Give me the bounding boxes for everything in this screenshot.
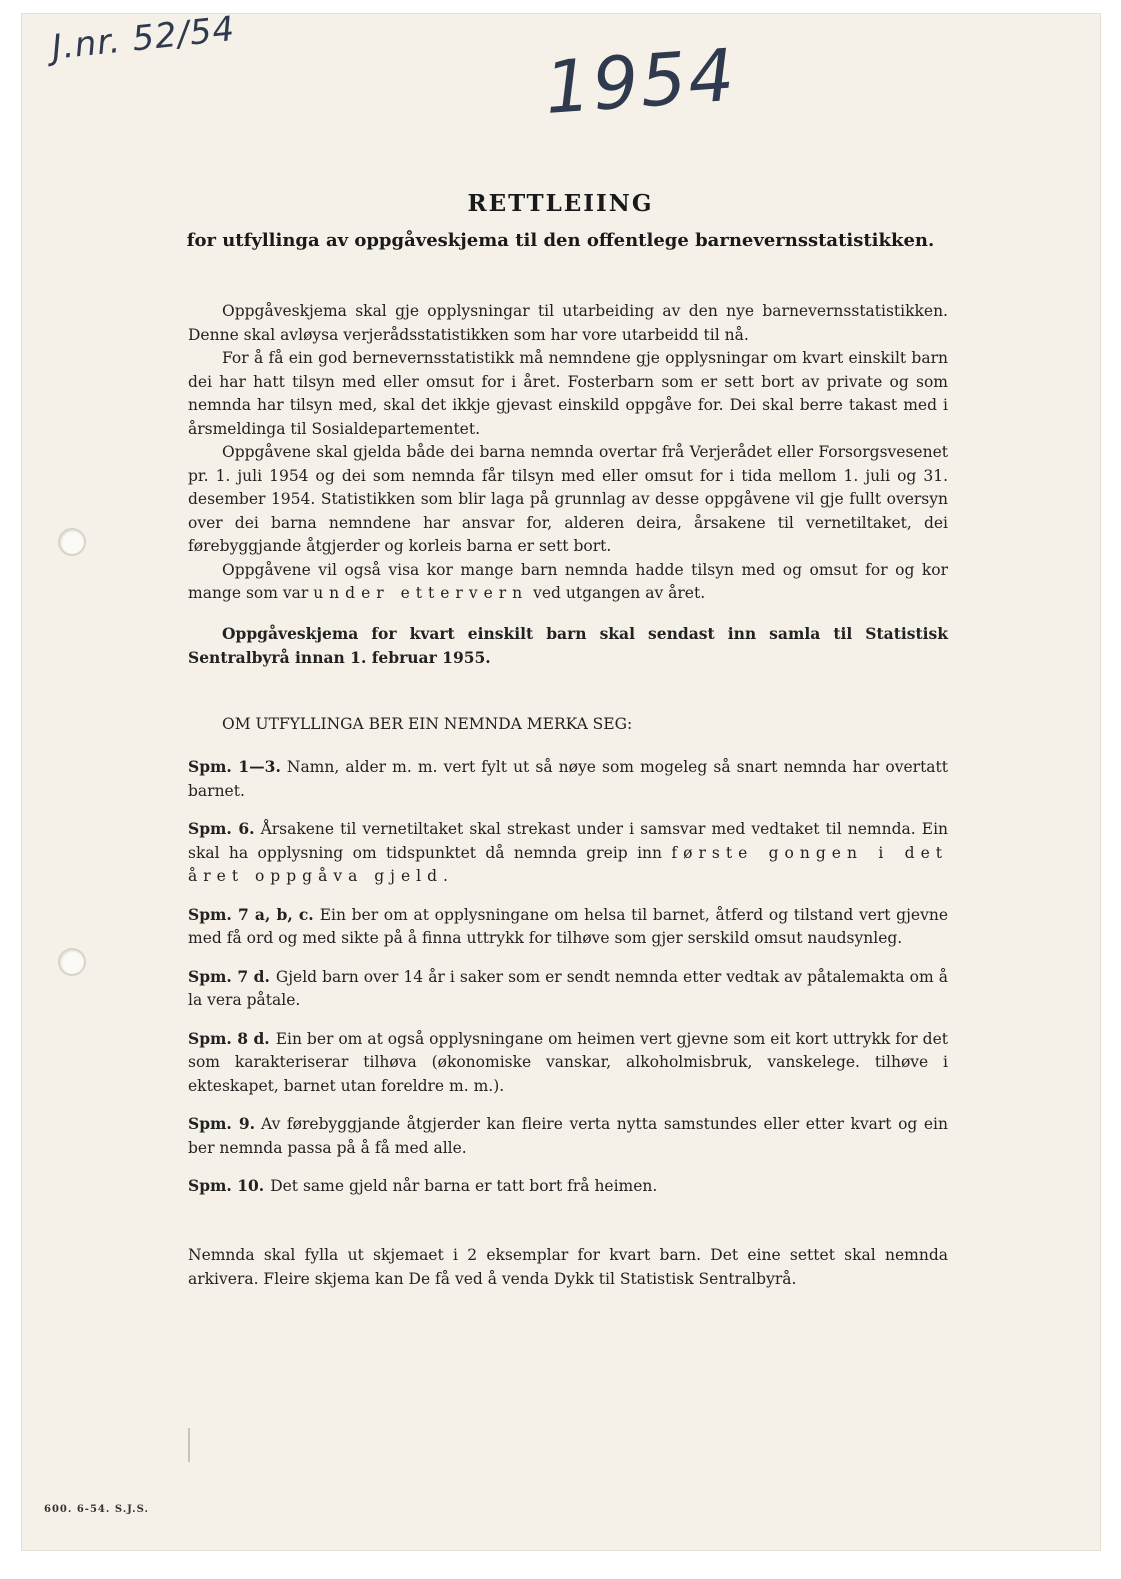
intro-section — [188, 300, 948, 606]
intro-paragraph: Oppgåvene skal gjelda både dei barna nemnda overtar frå Verjerådet eller Forsorgsvesenet pr. 1. juli 1954 og dei som nemnda får tilsyn med eller omsut for i tida mellom 1. juli og 31. desember 1954. Statistikken som blir laga på grunnlag av desse oppgåvene vil gje fullt oversyn over dei barna nemndene har ansvar for, alderen deira, årsakene til vernetiltaket, dei førebyggjande åtgjerder og korleis barna er sett bort. — [188, 443, 948, 555]
print-code: 600. 6-54. S.J.S. — [44, 1504, 149, 1515]
question-item — [188, 1027, 948, 1099]
question-item — [188, 903, 948, 951]
question-text: Årsakene til vernetiltaket skal strekast under i samsvar med vedtaket til nemnda. Ein skal ha opplysning om tidspunktet då nemnda greip inn — [188, 820, 949, 862]
question-text: Det same gjeld når barna er tatt bort frå heimen. — [270, 1177, 658, 1195]
intro-last-before: Oppgåvene vil også visa kor mange barn nemnda hadde tilsyn med og omsut for og kor mange som var — [188, 560, 948, 602]
question-list — [188, 755, 948, 1213]
punch-hole-icon — [58, 948, 86, 976]
question-text: Ein ber om at også opplysningane om heimen vert gjevne som eit kort uttrykk for det som karakteriserar tilhøva (økonomiske vanskar, alkoholmisbruk, vanskelege. tilhøve i ekteskapet, barnet utan foreldre m. m.). — [188, 1029, 948, 1095]
document-title: RETTLEIING — [467, 190, 654, 217]
pencil-mark — [188, 1428, 190, 1462]
deadline-notice — [188, 622, 948, 669]
question-text: Gjeld barn over 14 år i saker som er sendt nemnda etter vedtak av påtalemakta om å la vera påtale. — [188, 967, 948, 1009]
intro-paragraph — [188, 559, 948, 606]
handwritten-reference-number: J.nr. 52/54 — [49, 8, 237, 68]
closing-paragraph: Nemnda skal fylla ut skjemaet i 2 eksemplar for kvart barn. Det eine settet skal nemnda arkivera. Fleire skjema kan De få ved å venda Dykk til Statistisk Sentralbyrå. — [188, 1246, 948, 1288]
question-text: Ein ber om at opplysningane om helsa til barnet, åtferd og tilstand vert gjevne med få ord og med sikte på å finna uttrykk for tilhøve som gjer serskild omsut naudsynleg. — [188, 905, 948, 947]
question-label: Spm. 8 d. — [188, 1028, 270, 1048]
question-item — [188, 755, 948, 803]
section-heading: OM UTFYLLINGA BER EIN NEMNDA MERKA SEG: — [222, 715, 633, 733]
handwritten-year: 1954 — [542, 32, 739, 130]
question-item — [188, 965, 948, 1013]
document-subtitle: for utfyllinga av oppgåveskjema til den offentlege barnevernsstatistikken. — [186, 230, 935, 251]
intro-paragraph: For å få ein god bernevernsstatistikk må nemndene gje opplysningar om kvart einskilt barn dei har hatt tilsyn med eller omsut for i året. Fosterbarn som er sett bort av private og som nemnda har tilsyn med, skal det ikkje gjevast einskild oppgåve for. Dei skal berre takast med i årsmeldinga til Sosialdepartementet. — [188, 349, 948, 438]
question-item — [188, 1112, 948, 1160]
question-label: Spm. 1—3. — [188, 757, 281, 776]
question-label: Spm. 6. — [188, 819, 255, 838]
intro-last-after: ved utgangen av året. — [533, 584, 706, 602]
spaced-emphasis: under ettervern — [313, 584, 529, 602]
question-text: Av førebyggjande åtgjerder kan fleire verta nytta samstundes eller etter kvart og ein ber nemnda passa på å få med alle. — [188, 1115, 949, 1157]
spaced-emphasis: første gongen i det året oppgåva gjeld — [188, 843, 948, 885]
question-item — [188, 1174, 948, 1199]
question-item — [188, 817, 948, 889]
deadline-notice-text: Oppgåveskjema for kvart einskilt barn skal sendast inn samla til Statistisk Sentralbyrå innan 1. februar 1955. — [188, 624, 948, 667]
question-text-end: . — [443, 867, 448, 885]
punch-hole-icon — [58, 528, 86, 556]
question-label: Spm. 9. — [188, 1114, 256, 1133]
question-label: Spm. 7 a, b, c. — [188, 904, 314, 924]
question-text: Namn, alder m. m. vert fylt ut så nøye som mogeleg så snart nemnda har overtatt barnet. — [188, 758, 948, 800]
question-label: Spm. 10. — [188, 1176, 265, 1195]
intro-paragraph: Oppgåveskjema skal gje opplysningar til utarbeiding av den nye barnevernsstatistikken. Denne skal avløysa verjerådsstatistikken som har vore utarbeidd til nå. — [188, 302, 948, 344]
question-label: Spm. 7 d. — [188, 966, 270, 986]
